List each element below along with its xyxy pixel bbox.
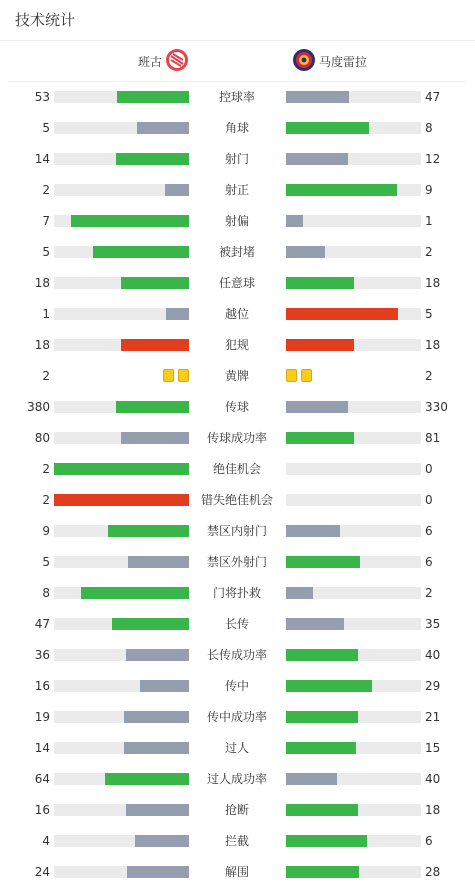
away-stat-bar — [286, 711, 421, 723]
home-stat-bar-fill — [108, 525, 189, 537]
home-stat-bar — [54, 246, 189, 258]
stat-row — [0, 865, 475, 896]
away-stat-value: 2 — [425, 369, 433, 383]
home-stat-value: 80 — [34, 431, 50, 445]
stat-label: 犯规 — [224, 338, 249, 352]
away-stat-bar — [286, 215, 421, 227]
home-stat-bar — [54, 463, 189, 475]
home-stat-value: 8 — [42, 586, 50, 600]
home-stat-value: 5 — [42, 121, 50, 135]
away-yellow-card-icon — [286, 369, 297, 382]
away-stat-bar-fill — [286, 835, 367, 847]
stat-row — [0, 679, 475, 710]
stat-label: 黄牌 — [224, 369, 249, 383]
away-stat-value: 5 — [425, 307, 433, 321]
away-stat-bar-fill — [286, 525, 340, 537]
section-title: 技术统计 — [15, 11, 76, 29]
home-stat-bar-fill — [105, 773, 189, 785]
stat-label: 过人成功率 — [206, 772, 267, 786]
away-stat-value: 18 — [425, 276, 441, 290]
home-stat-value: 380 — [27, 400, 50, 414]
home-stat-bar-fill — [121, 432, 189, 444]
away-stat-bar — [286, 339, 421, 351]
home-stat-bar — [54, 556, 189, 568]
away-stat-bar — [286, 680, 421, 692]
home-stat-value: 2 — [42, 183, 50, 197]
away-stat-value: 35 — [425, 617, 441, 631]
stat-row — [0, 338, 475, 369]
away-stat-bar — [286, 463, 421, 475]
home-stat-bar — [54, 618, 189, 630]
home-stat-bar — [54, 184, 189, 196]
stat-label: 传球成功率 — [206, 431, 267, 445]
home-stat-value: 18 — [34, 338, 50, 352]
stat-row — [0, 369, 475, 400]
away-stat-value: 8 — [425, 121, 433, 135]
away-stat-bar-fill — [286, 804, 358, 816]
away-stat-value: 28 — [425, 865, 441, 879]
away-stat-bar-fill — [286, 742, 356, 754]
stat-row — [0, 183, 475, 214]
away-stat-value: 2 — [425, 245, 433, 259]
stat-row — [0, 493, 475, 524]
home-stat-value: 18 — [34, 276, 50, 290]
away-stat-bar — [286, 742, 421, 754]
home-stat-bar — [54, 122, 189, 134]
stat-label: 解围 — [224, 865, 249, 879]
stat-label: 角球 — [224, 121, 249, 135]
away-stat-value: 47 — [425, 90, 441, 104]
stat-row — [0, 586, 475, 617]
teams-divider — [8, 81, 467, 82]
home-stat-bar — [54, 835, 189, 847]
away-stat-value: 9 — [425, 183, 433, 197]
away-stat-bar — [286, 401, 421, 413]
home-stat-value: 16 — [34, 679, 50, 693]
away-stat-value: 1 — [425, 214, 433, 228]
home-stat-bar — [54, 308, 189, 320]
away-stat-bar — [286, 525, 421, 537]
home-stat-value: 1 — [42, 307, 50, 321]
home-stat-value: 9 — [42, 524, 50, 538]
home-stat-bar — [54, 91, 189, 103]
home-stat-value: 24 — [34, 865, 50, 879]
away-stat-bar — [286, 91, 421, 103]
away-stat-value: 21 — [425, 710, 441, 724]
stat-row — [0, 617, 475, 648]
stat-label: 拦截 — [224, 834, 249, 848]
home-stat-bar — [54, 494, 189, 506]
away-stat-bar — [286, 184, 421, 196]
home-stat-bar-fill — [124, 711, 189, 723]
home-stat-bar-fill — [165, 184, 189, 196]
stat-label: 射门 — [224, 152, 249, 166]
home-stat-bar — [54, 866, 189, 878]
away-stat-value: 40 — [425, 648, 441, 662]
away-stat-bar — [286, 835, 421, 847]
stat-row — [0, 152, 475, 183]
home-stat-value: 19 — [34, 710, 50, 724]
stat-row — [0, 834, 475, 865]
stat-label: 控球率 — [218, 90, 255, 104]
home-stat-bar-fill — [135, 835, 189, 847]
home-stat-value: 2 — [42, 369, 50, 383]
home-yellow-card-icon — [163, 369, 174, 382]
away-stat-value: 6 — [425, 555, 433, 569]
stat-label: 门将扑救 — [212, 586, 261, 600]
stat-label: 传球 — [224, 400, 249, 414]
home-stat-bar — [54, 680, 189, 692]
away-team-crest-icon[interactable] — [292, 48, 316, 72]
home-stat-bar-fill — [126, 804, 189, 816]
home-stat-bar-fill — [166, 308, 189, 320]
away-stat-bar-fill — [286, 649, 358, 661]
away-stat-bar-fill — [286, 556, 360, 568]
stat-row — [0, 214, 475, 245]
stat-label: 传中 — [224, 679, 249, 693]
stat-label: 长传成功率 — [206, 648, 267, 662]
home-stat-bar-fill — [126, 649, 189, 661]
stat-row — [0, 555, 475, 586]
away-stat-value: 81 — [425, 431, 441, 445]
away-stat-value: 330 — [425, 400, 448, 414]
stat-row — [0, 803, 475, 834]
away-stat-bar — [286, 804, 421, 816]
home-stat-bar — [54, 649, 189, 661]
stat-row — [0, 648, 475, 679]
away-stat-value: 40 — [425, 772, 441, 786]
stat-row — [0, 431, 475, 462]
away-stat-value: 6 — [425, 834, 433, 848]
away-stat-bar-fill — [286, 711, 358, 723]
away-stat-bar — [286, 153, 421, 165]
away-stat-bar — [286, 773, 421, 785]
home-stat-value: 16 — [34, 803, 50, 817]
header-divider — [0, 40, 475, 41]
away-stat-bar — [286, 618, 421, 630]
home-stat-bar-fill — [54, 494, 189, 506]
home-stat-bar-fill — [117, 91, 189, 103]
away-stat-bar-fill — [286, 680, 372, 692]
stat-label: 错失绝佳机会 — [200, 493, 273, 507]
home-stat-bar — [54, 339, 189, 351]
stat-row — [0, 524, 475, 555]
home-stat-bar-fill — [137, 122, 189, 134]
away-stat-bar — [286, 122, 421, 134]
home-stat-value: 53 — [34, 90, 50, 104]
away-stat-bar-fill — [286, 184, 397, 196]
away-stat-bar-fill — [286, 246, 325, 258]
home-stat-bar — [54, 587, 189, 599]
home-team-name[interactable]: 班古 — [137, 55, 162, 69]
home-stat-bar — [54, 401, 189, 413]
home-stat-value: 36 — [34, 648, 50, 662]
stat-label: 被封堵 — [218, 245, 255, 259]
stat-label: 过人 — [224, 741, 249, 755]
away-stat-bar-fill — [286, 432, 354, 444]
home-stat-value: 4 — [42, 834, 50, 848]
away-stat-bar — [286, 866, 421, 878]
away-stat-value: 18 — [425, 338, 441, 352]
home-stat-bar-fill — [112, 618, 189, 630]
away-stat-bar — [286, 246, 421, 258]
away-yellow-card-icon — [301, 369, 312, 382]
home-stat-bar — [54, 742, 189, 754]
stat-label: 抢断 — [224, 803, 249, 817]
home-stat-value: 47 — [34, 617, 50, 631]
home-stat-value: 64 — [34, 772, 50, 786]
away-team-name[interactable]: 马度雷拉 — [319, 55, 368, 69]
home-stat-bar-fill — [116, 153, 189, 165]
home-stat-bar-fill — [121, 339, 189, 351]
home-stat-value: 5 — [42, 245, 50, 259]
away-stat-bar — [286, 587, 421, 599]
away-stat-bar-fill — [286, 618, 344, 630]
stat-label: 长传 — [224, 617, 249, 631]
stat-label: 绝佳机会 — [212, 462, 261, 476]
home-stat-bar-fill — [124, 742, 189, 754]
away-stat-value: 18 — [425, 803, 441, 817]
home-yellow-card-icon — [178, 369, 189, 382]
stat-label: 射偏 — [224, 214, 249, 228]
home-stat-value: 2 — [42, 493, 50, 507]
away-stat-bar-fill — [286, 122, 369, 134]
away-stat-bar-fill — [286, 587, 313, 599]
home-stat-value: 14 — [34, 741, 50, 755]
home-stat-bar-fill — [54, 463, 189, 475]
stat-row — [0, 710, 475, 741]
home-stat-bar-fill — [116, 401, 189, 413]
away-stat-bar — [286, 556, 421, 568]
away-stat-value: 6 — [425, 524, 433, 538]
stat-row — [0, 90, 475, 121]
away-stat-bar — [286, 308, 421, 320]
home-stat-bar-fill — [121, 277, 189, 289]
away-stat-value: 15 — [425, 741, 441, 755]
away-stat-bar — [286, 494, 421, 506]
home-stat-bar-fill — [127, 866, 189, 878]
teams-header — [0, 47, 475, 75]
stat-row — [0, 121, 475, 152]
stat-row — [0, 772, 475, 803]
home-stat-bar-fill — [93, 246, 189, 258]
away-stat-bar-fill — [286, 866, 359, 878]
away-stat-bar-fill — [286, 153, 348, 165]
away-stat-bar-fill — [286, 401, 348, 413]
stat-label: 越位 — [224, 307, 249, 321]
stat-label: 任意球 — [218, 276, 255, 290]
stat-row — [0, 307, 475, 338]
away-stat-bar — [286, 277, 421, 289]
away-stat-bar — [286, 432, 421, 444]
stat-label: 传中成功率 — [206, 710, 267, 724]
home-stat-bar — [54, 153, 189, 165]
stat-row — [0, 276, 475, 307]
home-stat-bar — [54, 215, 189, 227]
home-stat-bar — [54, 711, 189, 723]
away-stat-bar-fill — [286, 308, 398, 320]
stat-label: 射正 — [224, 183, 249, 197]
away-stat-bar-fill — [286, 773, 337, 785]
stat-row — [0, 400, 475, 431]
home-stat-bar — [54, 277, 189, 289]
home-stat-value: 7 — [42, 214, 50, 228]
away-stat-value: 0 — [425, 493, 433, 507]
home-team-crest-icon[interactable] — [165, 48, 189, 72]
away-stat-bar-fill — [286, 215, 303, 227]
home-stat-value: 14 — [34, 152, 50, 166]
away-stat-value: 12 — [425, 152, 441, 166]
home-stat-bar-fill — [128, 556, 189, 568]
away-stat-value: 2 — [425, 586, 433, 600]
stat-label: 禁区外射门 — [206, 555, 267, 569]
stat-row — [0, 462, 475, 493]
home-stat-bar — [54, 804, 189, 816]
home-stat-bar-fill — [140, 680, 189, 692]
home-stat-bar — [54, 525, 189, 537]
home-stat-value: 5 — [42, 555, 50, 569]
away-stat-value: 29 — [425, 679, 441, 693]
stat-row — [0, 741, 475, 772]
home-stat-bar-fill — [81, 587, 189, 599]
away-stat-bar-fill — [286, 277, 354, 289]
away-stat-value: 0 — [425, 462, 433, 476]
away-stat-bar-fill — [286, 91, 349, 103]
stat-row — [0, 245, 475, 276]
home-stat-bar-fill — [71, 215, 189, 227]
away-stat-bar-fill — [286, 339, 354, 351]
home-stat-bar — [54, 773, 189, 785]
away-stat-bar — [286, 649, 421, 661]
home-stat-value: 2 — [42, 462, 50, 476]
stat-label: 禁区内射门 — [206, 524, 267, 538]
home-stat-bar — [54, 432, 189, 444]
